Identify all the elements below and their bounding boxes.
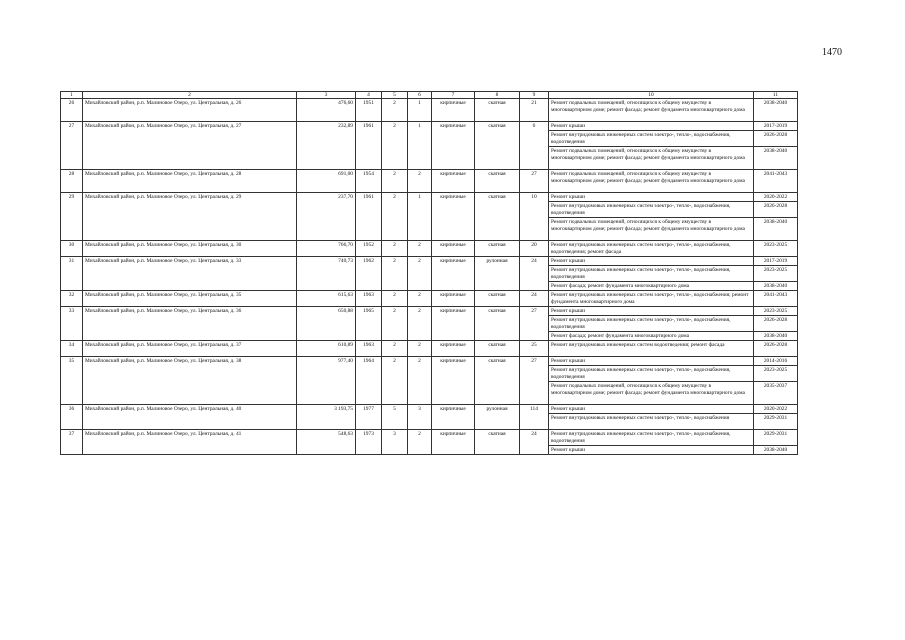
period-cell: 2038-2040 bbox=[754, 446, 798, 455]
walls-material-cell: кирпичные bbox=[432, 430, 475, 455]
row-number-cell: 27 bbox=[61, 122, 83, 170]
walls-material-cell: кирпичные bbox=[432, 99, 475, 122]
row-number-cell: 26 bbox=[61, 99, 83, 122]
floors-cell: 2 bbox=[382, 122, 408, 170]
row-number-cell: 33 bbox=[61, 307, 83, 341]
period-cell: 2035-2037 bbox=[754, 382, 798, 405]
period-cell: 2023-2025 bbox=[754, 307, 798, 316]
floors-cell: 3 bbox=[382, 430, 408, 455]
work-type-cell: Ремонт внутридомовых инженерных систем электро-, тепло-, водоснабжения bbox=[549, 414, 754, 430]
floors-cell: 2 bbox=[382, 241, 408, 257]
floors-cell: 2 bbox=[382, 170, 408, 193]
walls-material-cell: кирпичные bbox=[432, 122, 475, 170]
entrances-cell: 2 bbox=[408, 170, 432, 193]
year-cell: 1963 bbox=[356, 341, 382, 357]
walls-material-cell: кирпичные bbox=[432, 170, 475, 193]
roof-type-cell: скатная bbox=[475, 341, 520, 357]
work-type-cell: Ремонт внутридомовых инженерных систем электро-, тепло-, водоснабжения; ремонт фундамента многоквартирного дома bbox=[549, 291, 754, 307]
floors-cell: 2 bbox=[382, 257, 408, 291]
roof-type-cell: скатная bbox=[475, 291, 520, 307]
work-type-cell: Ремонт подвальных помещений, относящихся к общему имуществу в многоквартирном доме; ремонт фасада; ремонт фундамента многоквартирного дома bbox=[549, 147, 754, 170]
roof-type-cell: скатная bbox=[475, 307, 520, 341]
period-cell: 2017-2019 bbox=[754, 257, 798, 266]
table-header bbox=[61, 92, 798, 99]
floors-cell: 2 bbox=[382, 307, 408, 341]
roof-type-cell: скатная bbox=[475, 430, 520, 455]
work-type-cell: Ремонт подвальных помещений, относящихся к общему имуществу в многоквартирном доме; ремонт фасада; ремонт фундамента многоквартирного дома bbox=[549, 382, 754, 405]
address-cell: Михайловский район, р.п. Малиновое Озеро, ул. Центральная, д. 30 bbox=[83, 241, 297, 257]
work-type-cell: Ремонт крыши bbox=[549, 446, 754, 455]
period-cell: 2023-2025 bbox=[754, 266, 798, 282]
row-number-cell: 36 bbox=[61, 405, 83, 430]
table-row bbox=[61, 170, 798, 193]
work-type-cell: Ремонт внутридомовых инженерных систем электро-, тепло-, водоснабжения, водоотведения bbox=[549, 430, 754, 446]
col-header-8: 8 bbox=[475, 92, 520, 99]
roof-type-cell: рулонная bbox=[475, 405, 520, 430]
period-cell: 2026-2028 bbox=[754, 131, 798, 147]
period-cell: 2026-2028 bbox=[754, 341, 798, 357]
entrances-cell: 3 bbox=[408, 405, 432, 430]
year-cell: 1951 bbox=[356, 99, 382, 122]
entrances-cell: 2 bbox=[408, 430, 432, 455]
area-cell: 977,40 bbox=[297, 357, 356, 405]
col-header-5: 5 bbox=[382, 92, 408, 99]
walls-material-cell: кирпичные bbox=[432, 341, 475, 357]
floors-cell: 2 bbox=[382, 291, 408, 307]
period-cell: 2020-2022 bbox=[754, 193, 798, 202]
table-row bbox=[61, 241, 798, 257]
address-cell: Михайловский район, р.п. Малиновое Озеро, ул. Центральная, д. 33 bbox=[83, 257, 297, 291]
work-type-cell: Ремонт фасада; ремонт фундамента многоквартирного дома bbox=[549, 332, 754, 341]
row-number-cell: 35 bbox=[61, 357, 83, 405]
entrances-cell: 2 bbox=[408, 341, 432, 357]
work-type-cell: Ремонт крыши bbox=[549, 257, 754, 266]
col-header-1: 1 bbox=[61, 92, 83, 99]
floors-cell: 2 bbox=[382, 193, 408, 241]
period-cell: 2038-2040 bbox=[754, 332, 798, 341]
year-cell: 1964 bbox=[356, 357, 382, 405]
area-cell: 232,89 bbox=[297, 122, 356, 170]
row-number-cell: 34 bbox=[61, 341, 83, 357]
address-cell: Михайловский район, р.п. Малиновое Озеро, ул. Центральная, д. 35 bbox=[83, 291, 297, 307]
col-header-9: 9 bbox=[520, 92, 549, 99]
col-header-3: 3 bbox=[297, 92, 356, 99]
table-row bbox=[61, 357, 798, 366]
flats-count-cell: 24 bbox=[520, 257, 549, 291]
table-row bbox=[61, 193, 798, 202]
work-type-cell: Ремонт внутридомовых инженерных систем электро-, тепло-, водоснабжения, водоотведения bbox=[549, 266, 754, 282]
area-cell: 691,00 bbox=[297, 170, 356, 193]
flats-count-cell: 27 bbox=[520, 170, 549, 193]
address-cell: Михайловский район, р.п. Малиновое Озеро, ул. Центральная, д. 41 bbox=[83, 430, 297, 455]
year-cell: 1961 bbox=[356, 193, 382, 241]
period-cell: 2038-2040 bbox=[754, 282, 798, 291]
flats-count-cell: 114 bbox=[520, 405, 549, 430]
col-header-11: 11 bbox=[754, 92, 798, 99]
roof-type-cell: скатная bbox=[475, 241, 520, 257]
flats-count-cell: 20 bbox=[520, 241, 549, 257]
area-cell: 237,70 bbox=[297, 193, 356, 241]
floors-cell: 2 bbox=[382, 99, 408, 122]
walls-material-cell: кирпичные bbox=[432, 405, 475, 430]
period-cell: 2026-2028 bbox=[754, 202, 798, 218]
address-cell: Михайловский район, р.п. Малиновое Озеро, ул. Центральная, д. 36 bbox=[83, 307, 297, 341]
flats-count-cell: 6 bbox=[520, 122, 549, 170]
roof-type-cell: скатная bbox=[475, 193, 520, 241]
row-number-cell: 31 bbox=[61, 257, 83, 291]
walls-material-cell: кирпичные bbox=[432, 193, 475, 241]
table-row bbox=[61, 405, 798, 414]
address-cell: Михайловский район, р.п. Малиновое Озеро, ул. Центральная, д. 26 bbox=[83, 99, 297, 122]
entrances-cell: 1 bbox=[408, 122, 432, 170]
work-type-cell: Ремонт фасада; ремонт фундамента многоквартирного дома bbox=[549, 282, 754, 291]
area-cell: 476,60 bbox=[297, 99, 356, 122]
area-cell: 615,63 bbox=[297, 291, 356, 307]
walls-material-cell: кирпичные bbox=[432, 241, 475, 257]
period-cell: 2014-2016 bbox=[754, 357, 798, 366]
address-cell: Михайловский район, р.п. Малиновое Озеро, ул. Центральная, д. 29 bbox=[83, 193, 297, 241]
col-header-6: 6 bbox=[408, 92, 432, 99]
period-cell: 2038-2040 bbox=[754, 99, 798, 122]
floors-cell: 2 bbox=[382, 341, 408, 357]
row-number-cell: 37 bbox=[61, 430, 83, 455]
page-number: 1470 bbox=[822, 47, 842, 58]
row-number-cell: 30 bbox=[61, 241, 83, 257]
col-header-10: 10 bbox=[549, 92, 754, 99]
floors-cell: 2 bbox=[382, 357, 408, 405]
walls-material-cell: кирпичные bbox=[432, 257, 475, 291]
work-type-cell: Ремонт крыши bbox=[549, 405, 754, 414]
period-cell: 2029-2031 bbox=[754, 414, 798, 430]
walls-material-cell: кирпичные bbox=[432, 357, 475, 405]
table-row bbox=[61, 257, 798, 266]
table-row bbox=[61, 430, 798, 446]
address-cell: Михайловский район, р.п. Малиновое Озеро, ул. Центральная, д. 28 bbox=[83, 170, 297, 193]
period-cell: 2023-2025 bbox=[754, 241, 798, 257]
flats-count-cell: 25 bbox=[520, 341, 549, 357]
area-cell: 740,73 bbox=[297, 257, 356, 291]
period-cell: 2023-2025 bbox=[754, 366, 798, 382]
row-number-cell: 32 bbox=[61, 291, 83, 307]
header-row bbox=[61, 92, 798, 99]
area-cell: 766,70 bbox=[297, 241, 356, 257]
roof-type-cell: скатная bbox=[475, 122, 520, 170]
table-body bbox=[61, 99, 798, 455]
table-row bbox=[61, 307, 798, 316]
work-type-cell: Ремонт крыши bbox=[549, 122, 754, 131]
period-cell: 2041-2043 bbox=[754, 291, 798, 307]
housing-register-table bbox=[60, 91, 798, 455]
walls-material-cell: кирпичные bbox=[432, 307, 475, 341]
period-cell: 2020-2022 bbox=[754, 405, 798, 414]
work-type-cell: Ремонт подвальных помещений, относящихся к общему имуществу в многоквартирном доме; ремонт фасада; ремонт фундамента многоквартирного дома bbox=[549, 170, 754, 193]
work-type-cell: Ремонт внутридомовых инженерных систем водоотведения; ремонт фасада bbox=[549, 341, 754, 357]
row-number-cell: 29 bbox=[61, 193, 83, 241]
row-number-cell: 28 bbox=[61, 170, 83, 193]
year-cell: 1977 bbox=[356, 405, 382, 430]
table-row bbox=[61, 341, 798, 357]
address-cell: Михайловский район, р.п. Малиновое Озеро, ул. Центральная, д. 38 bbox=[83, 357, 297, 405]
period-cell: 2029-2031 bbox=[754, 430, 798, 446]
entrances-cell: 2 bbox=[408, 257, 432, 291]
flats-count-cell: 10 bbox=[520, 193, 549, 241]
flats-count-cell: 27 bbox=[520, 357, 549, 405]
year-cell: 1954 bbox=[356, 170, 382, 193]
table-row bbox=[61, 99, 798, 122]
table-row bbox=[61, 291, 798, 307]
entrances-cell: 2 bbox=[408, 307, 432, 341]
period-cell: 2026-2028 bbox=[754, 316, 798, 332]
address-cell: Михайловский район, р.п. Малиновое Озеро, ул. Центральная, д. 37 bbox=[83, 341, 297, 357]
area-cell: 650,88 bbox=[297, 307, 356, 341]
work-type-cell: Ремонт внутридомовых инженерных систем электро-, тепло-, водоснабжения, водоотведения; ремонт фасада bbox=[549, 241, 754, 257]
work-type-cell: Ремонт подвальных помещений, относящихся к общему имуществу в многоквартирном доме; ремонт фасада; ремонт фундамента многоквартирного дома bbox=[549, 99, 754, 122]
entrances-cell: 1 bbox=[408, 99, 432, 122]
area-cell: 548,63 bbox=[297, 430, 356, 455]
work-type-cell: Ремонт внутридомовых инженерных систем электро-, тепло-, водоснабжения, водоотведения bbox=[549, 316, 754, 332]
flats-count-cell: 24 bbox=[520, 291, 549, 307]
flats-count-cell: 24 bbox=[520, 430, 549, 455]
year-cell: 1962 bbox=[356, 257, 382, 291]
address-cell: Михайловский район, р.п. Малиновое Озеро, ул. Центральная, д. 40 bbox=[83, 405, 297, 430]
col-header-7: 7 bbox=[432, 92, 475, 99]
work-type-cell: Ремонт внутридомовых инженерных систем электро-, тепло-, водоснабжения, водоотведения bbox=[549, 366, 754, 382]
address-cell: Михайловский район, р.п. Малиновое Озеро, ул. Центральная, д. 27 bbox=[83, 122, 297, 170]
period-cell: 2038-2040 bbox=[754, 218, 798, 241]
roof-type-cell: рулонная bbox=[475, 257, 520, 291]
flats-count-cell: 27 bbox=[520, 307, 549, 341]
entrances-cell: 2 bbox=[408, 291, 432, 307]
area-cell: 610,89 bbox=[297, 341, 356, 357]
year-cell: 1963 bbox=[356, 291, 382, 307]
year-cell: 1961 bbox=[356, 122, 382, 170]
area-cell: 3 193,75 bbox=[297, 405, 356, 430]
roof-type-cell: скатная bbox=[475, 357, 520, 405]
walls-material-cell: кирпичные bbox=[432, 291, 475, 307]
floors-cell: 5 bbox=[382, 405, 408, 430]
work-type-cell: Ремонт крыши bbox=[549, 357, 754, 366]
table-row bbox=[61, 122, 798, 131]
year-cell: 1973 bbox=[356, 430, 382, 455]
year-cell: 1965 bbox=[356, 307, 382, 341]
entrances-cell: 2 bbox=[408, 241, 432, 257]
work-type-cell: Ремонт внутридомовых инженерных систем электро-, тепло-, водоснабжения, водоотведения bbox=[549, 202, 754, 218]
period-cell: 2038-2040 bbox=[754, 147, 798, 170]
entrances-cell: 2 bbox=[408, 357, 432, 405]
work-type-cell: Ремонт крыши bbox=[549, 307, 754, 316]
work-type-cell: Ремонт подвальных помещений, относящихся к общему имуществу в многоквартирном доме; ремонт фасада; ремонт фундамента многоквартирного дома bbox=[549, 218, 754, 241]
period-cell: 2017-2019 bbox=[754, 122, 798, 131]
work-type-cell: Ремонт внутридомовых инженерных систем электро-, тепло-, водоснабжения, водоотведения bbox=[549, 131, 754, 147]
col-header-4: 4 bbox=[356, 92, 382, 99]
work-type-cell: Ремонт крыши bbox=[549, 193, 754, 202]
entrances-cell: 1 bbox=[408, 193, 432, 241]
flats-count-cell: 21 bbox=[520, 99, 549, 122]
roof-type-cell: скатная bbox=[475, 170, 520, 193]
period-cell: 2041-2043 bbox=[754, 170, 798, 193]
roof-type-cell: скатная bbox=[475, 99, 520, 122]
year-cell: 1952 bbox=[356, 241, 382, 257]
col-header-2: 2 bbox=[83, 92, 297, 99]
